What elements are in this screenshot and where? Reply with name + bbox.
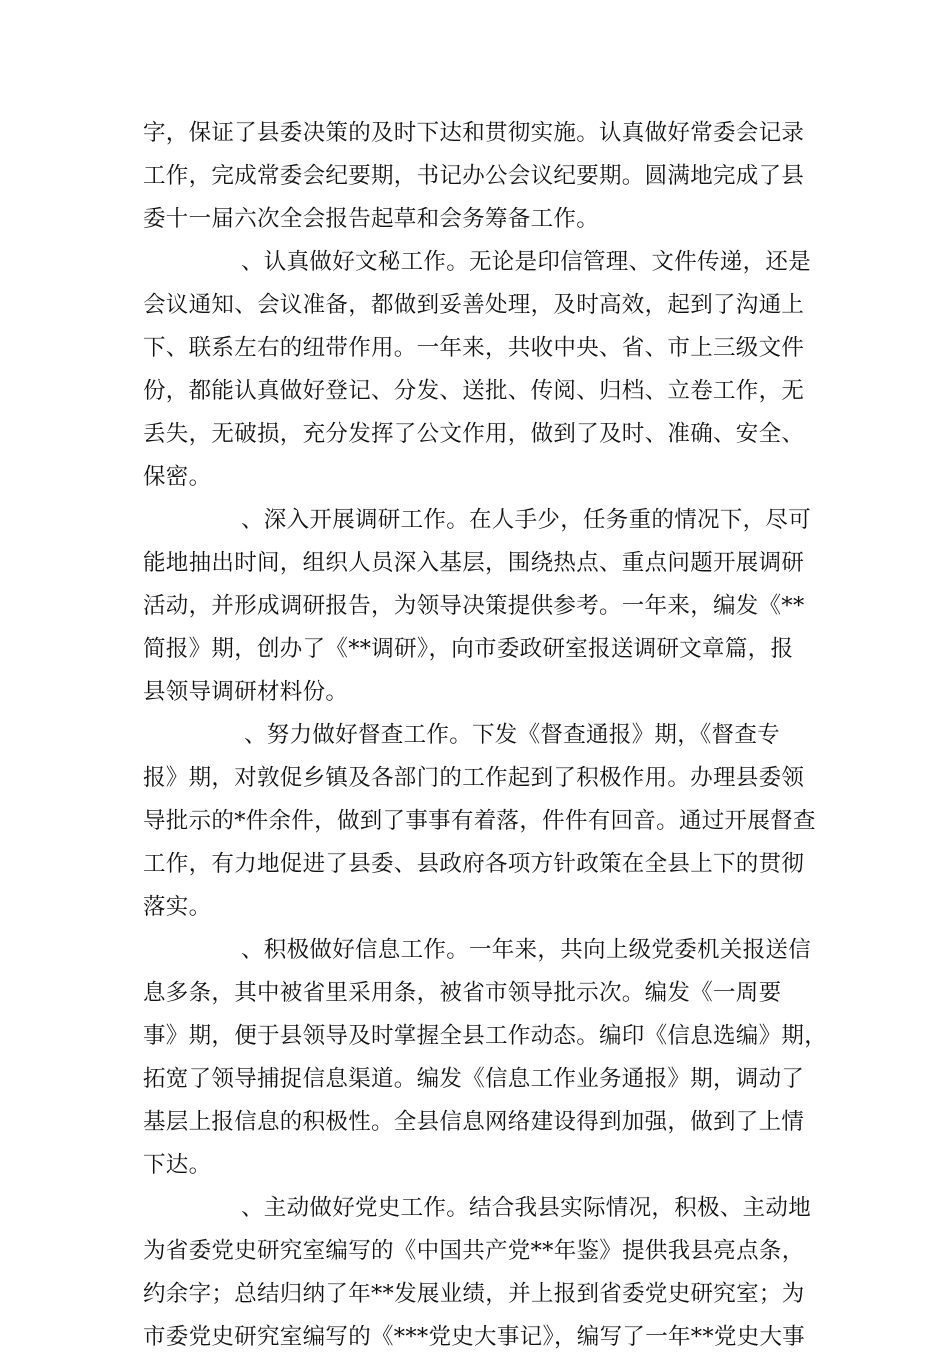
text-line: 拓宽了领导捕捉信息渠道。编发《信息工作业务通报》期，调动了 bbox=[143, 1066, 805, 1092]
paragraph-start-line: 、认真做好文秘工作。无论是印信管理、文件传递，还是 bbox=[241, 249, 812, 275]
text-line: 活动，并形成调研报告，为领导决策提供参考。一年来，编发《** bbox=[143, 593, 805, 619]
text-line: 简报》期，创办了《**调研》，向市委政研室报送调研文章篇，报 bbox=[143, 636, 794, 662]
text-line: 下、联系左右的纽带作用。一年来，共收中央、省、市上三级文件 bbox=[143, 335, 805, 361]
text-line: 报》期，对敦促乡镇及各部门的工作起到了积极作用。办理县委领 bbox=[143, 765, 805, 791]
paragraph-start-line: 、积极做好信息工作。一年来，共向上级党委机关报送信 bbox=[241, 937, 812, 963]
text-line: 息多条，其中被省里采用条，被省市领导批示次。编发《一周要 bbox=[143, 980, 782, 1006]
text-line: 约余字；总结归纳了年**发展业绩，并上报到省委党史研究室；为 bbox=[143, 1281, 805, 1307]
text-line: 落实。 bbox=[143, 894, 212, 920]
text-line: 导批示的*件余件，做到了事事有着落，件件有回音。通过开展督查 bbox=[143, 808, 816, 834]
text-line: 县领导调研材料份。 bbox=[143, 679, 349, 705]
text-line: 工作，完成常委会纪要期，书记办公会议纪要期。圆满地完成了县 bbox=[143, 163, 805, 189]
text-line: 市委党史研究室编写的《***党史大事记》，编写了一年**党史大事 bbox=[143, 1324, 806, 1350]
text-line: 工作，有力地促进了县委、县政府各项方针政策在全县上下的贯彻 bbox=[143, 851, 805, 877]
text-line: 事》期，便于县领导及时掌握全县工作动态。编印《信息选编》期， bbox=[143, 1023, 828, 1049]
text-line: 下达。 bbox=[143, 1152, 212, 1178]
paragraph-start-line: 、深入开展调研工作。在人手少，任务重的情况下，尽可 bbox=[241, 507, 812, 533]
text-line: 为省委党史研究室编写的《中国共产党**年鉴》提供我县亮点条， bbox=[143, 1238, 805, 1264]
text-line: 丢失，无破损，充分发挥了公文作用，做到了及时、准确、安全、 bbox=[143, 421, 805, 447]
text-line: 能地抽出时间，组织人员深入基层，围绕热点、重点问题开展调研 bbox=[143, 550, 805, 576]
text-line: 份，都能认真做好登记、分发、送批、传阅、归档、立卷工作，无 bbox=[143, 378, 805, 404]
text-line: 委十一届六次全会报告起草和会务筹备工作。 bbox=[143, 206, 600, 232]
paragraph-start-line: 、主动做好党史工作。结合我县实际情况，积极、主动地 bbox=[241, 1195, 812, 1221]
text-line: 基层上报信息的积极性。全县信息网络建设得到加强，做到了上情 bbox=[143, 1109, 805, 1135]
paragraph-start-line: 、努力做好督查工作。下发《督查通报》期，《督查专 bbox=[244, 722, 780, 748]
text-line: 字，保证了县委决策的及时下达和贯彻实施。认真做好常委会记录 bbox=[143, 120, 805, 146]
text-line: 会议通知、会议准备，都做到妥善处理，及时高效，起到了沟通上 bbox=[143, 292, 805, 318]
text-line: 保密。 bbox=[143, 464, 212, 490]
